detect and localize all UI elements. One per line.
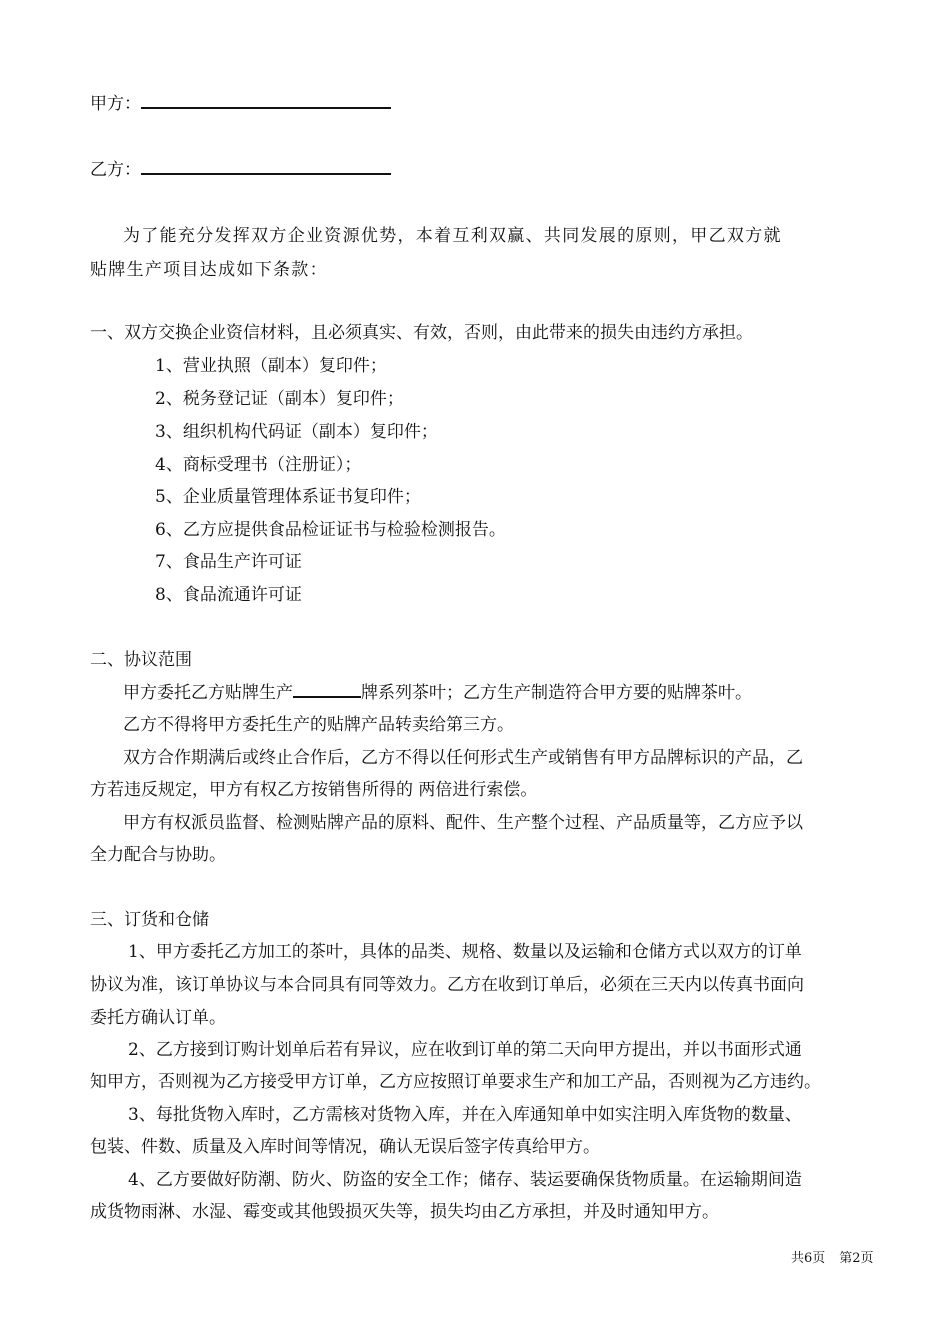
brand-text-before: 甲方委托乙方贴牌生产	[123, 683, 293, 703]
party-a-line	[90, 92, 391, 116]
intro-line-1: 为了能充分发挥双方企业资源优势，本着互利双赢、共同发展的原则，甲乙双方就	[123, 226, 782, 246]
clause-1-line-3: 委托方确认订单。	[90, 1008, 226, 1028]
section3-heading: 三、订货和仓储	[90, 910, 209, 930]
brand-blank	[293, 682, 361, 698]
party-a-blank	[141, 93, 391, 109]
section2-heading: 二、协议范围	[90, 650, 192, 670]
list-item: 7、食品生产许可证	[155, 552, 302, 572]
brand-text-after: 牌系列茶叶；乙方生产制造符合甲方要的贴牌茶叶。	[361, 683, 752, 703]
clause-4-line-2: 成货物雨淋、水湿、霉变或其他毁损灭失等，损失均由乙方承担，并及时通知甲方。	[90, 1202, 719, 1222]
section2-paragraph-3-line-1: 双方合作期满后或终止合作后，乙方不得以任何形式生产或销售有甲方品牌标识的产品，乙	[123, 748, 803, 768]
section2-paragraph-1	[123, 681, 752, 705]
party-b-line	[90, 158, 391, 182]
section1-heading: 一、双方交换企业资信材料，且必须真实、有效，否则，由此带来的损失由违约方承担。	[90, 323, 753, 343]
total-pages: 共6页	[791, 1251, 826, 1266]
section2-paragraph-4-line-1: 甲方有权派员监督、检测贴牌产品的原料、配件、生产整个过程、产品质量等，乙方应予以	[123, 813, 803, 833]
party-b-blank	[141, 159, 391, 175]
clause-2-line-1: 2、乙方接到订购计划单后若有异议，应在收到订单的第二天向甲方提出，并以书面形式通	[128, 1040, 802, 1060]
list-item: 5、企业质量管理体系证书复印件；	[155, 487, 421, 507]
section2-paragraph-3-line-2: 方若违反规定，甲方有权乙方按销售所得的 两倍进行索偿。	[90, 780, 538, 800]
intro-line-2: 贴牌生产项目达成如下条款：	[90, 260, 328, 280]
clause-4-line-1: 4、乙方要做好防潮、防火、防盗的安全工作；储存、装运要确保货物质量。在运输期间造	[128, 1170, 802, 1190]
clause-2-line-2: 知甲方，否则视为乙方接受甲方订单，乙方应按照订单要求生产和加工产品，否则视为乙方违约。	[90, 1072, 821, 1092]
current-page: 第2页	[839, 1251, 874, 1266]
clause-1-line-2: 协议为准，该订单协议与本合同具有同等效力。乙方在收到订单后，必须在三天内以传真书面向	[90, 975, 804, 995]
list-item: 2、税务登记证（副本）复印件；	[155, 389, 404, 409]
section2-paragraph-2: 乙方不得将甲方委托生产的贴牌产品转卖给第三方。	[123, 715, 514, 735]
clause-3-line-2: 包装、件数、质量及入库时间等情况，确认无误后签字传真给甲方。	[90, 1137, 600, 1157]
list-item: 8、食品流通许可证	[155, 585, 302, 605]
clause-1-line-1: 1、甲方委托乙方加工的茶叶，具体的品类、规格、数量以及运输和仓储方式以双方的订单	[128, 942, 802, 962]
clause-3-line-1: 3、每批货物入库时，乙方需核对货物入库，并在入库通知单中如实注明入库货物的数量、	[128, 1105, 802, 1125]
list-item: 4、商标受理书（注册证）；	[155, 455, 362, 475]
page-footer	[791, 1247, 874, 1266]
party-a-label: 甲方：	[90, 94, 141, 114]
party-b-label: 乙方：	[90, 160, 141, 180]
section2-paragraph-4-line-2: 全力配合与协助。	[90, 845, 226, 865]
list-item: 3、组织机构代码证（副本）复印件；	[155, 422, 438, 442]
list-item: 1、营业执照（副本）复印件；	[155, 356, 387, 376]
list-item: 6、乙方应提供食品检证证书与检验检测报告。	[155, 520, 506, 540]
